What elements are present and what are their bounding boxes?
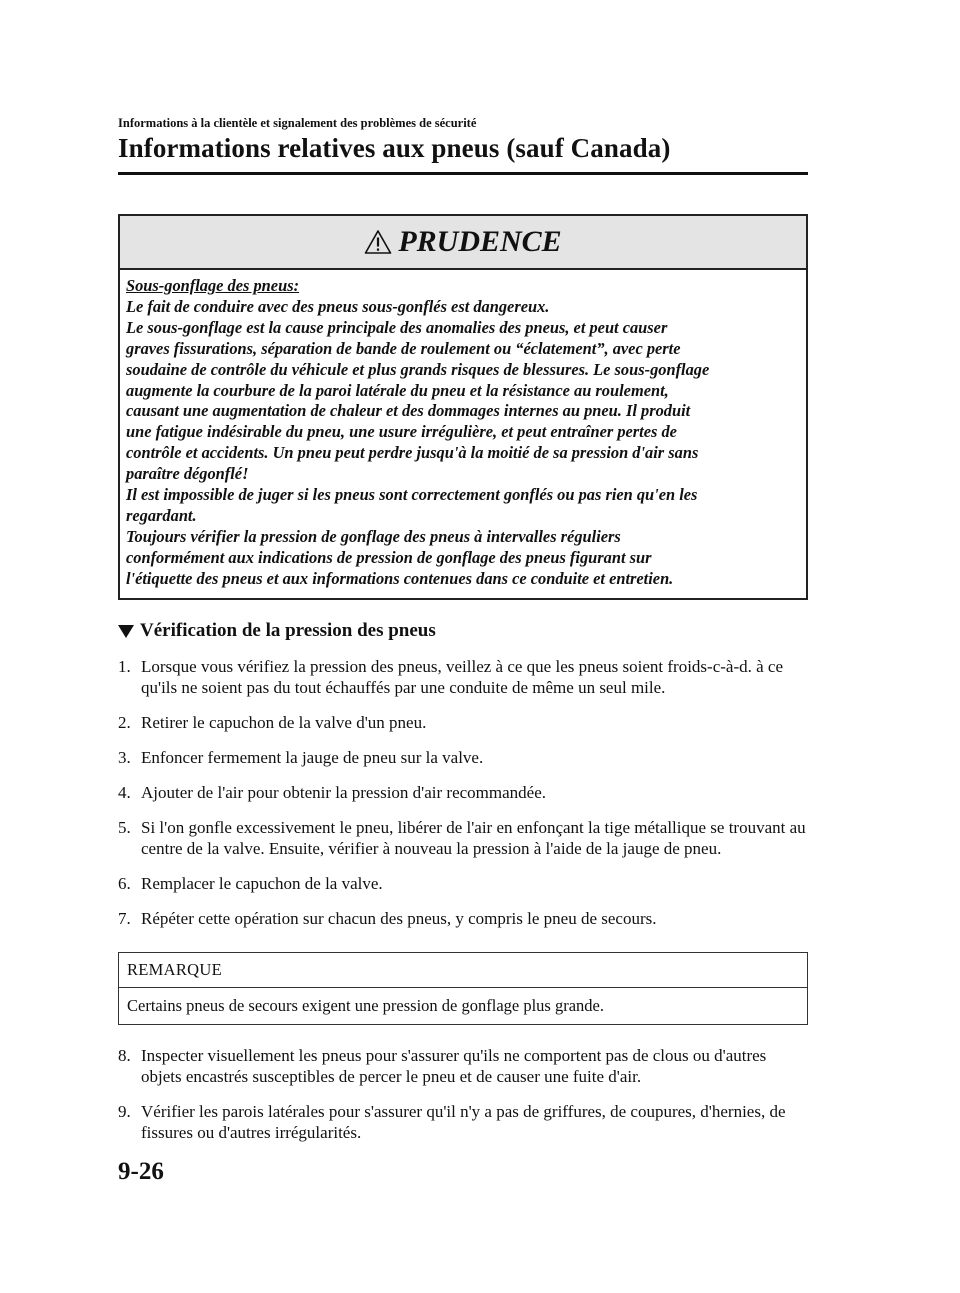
list-item — [118, 817, 808, 859]
list-item — [118, 712, 808, 733]
note-text: Certains pneus de secours exigent une pression de gonflage plus grande. — [127, 996, 604, 1015]
caution-text — [126, 297, 798, 590]
triangle-bullet-icon — [118, 625, 134, 638]
caution-title: PRUDENCE — [398, 225, 562, 258]
section-title: Vérification de la pression des pneus — [140, 620, 436, 641]
list-item — [118, 782, 808, 803]
title-divider — [118, 172, 808, 175]
steps-list-continued — [118, 1045, 808, 1157]
step-number: 9. — [118, 1102, 131, 1121]
step-number: 2. — [118, 713, 131, 732]
caution-box — [118, 214, 808, 600]
step-text: Ajouter de l'air pour obtenir la pression d'air recommandée. — [141, 783, 547, 802]
step-text: Vérifier les parois latérales pour s'assurer qu'il n'y a pas de griffures, de coupures, d'hernies, de fissures ou d'autres irrégularités. — [141, 1102, 786, 1142]
caution-line: l'étiquette des pneus et aux informations contenues dans ce conduite et entretien. — [126, 568, 674, 588]
caution-line: Le sous-gonflage est la cause principale des anomalies des pneus, et peut causer — [126, 317, 668, 337]
caution-line: graves fissurations, séparation de bande de roulement ou “éclatement”, avec perte — [126, 338, 681, 358]
caution-heading: Sous-gonflage des pneus: — [126, 276, 300, 295]
step-number: 1. — [118, 657, 131, 676]
caution-line: soudaine de contrôle du véhicule et plus grands risques de blessures. Le sous-gonflage — [126, 359, 710, 379]
caution-body — [120, 270, 806, 598]
step-number: 5. — [118, 818, 131, 837]
step-text: Remplacer le capuchon de la valve. — [141, 874, 383, 893]
step-text: Enfoncer fermement la jauge de pneu sur la valve. — [141, 748, 484, 767]
chapter-breadcrumb: Informations à la clientèle et signalement des problèmes de sécurité — [118, 116, 477, 130]
list-item — [118, 908, 808, 929]
caution-line: Le fait de conduire avec des pneus sous-gonflés est dangereux. — [126, 296, 550, 316]
step-text: Lorsque vous vérifiez la pression des pneus, veillez à ce que les pneus soient froids-c-à-d. à ce qu'ils ne soient pas du tout échauffés par une conduite de même un seul mile. — [141, 657, 783, 697]
caution-line: paraître dégonflé! — [126, 464, 249, 484]
caution-line: causant une augmentation de chaleur et des dommages internes au pneu. Il produit — [126, 401, 691, 421]
steps-list — [118, 656, 808, 943]
caution-line: Toujours vérifier la pression de gonflage des pneus à intervalles réguliers — [126, 526, 621, 546]
caution-line: augmente la courbure de la paroi latérale du pneu et la résistance au roulement, — [126, 380, 669, 400]
step-number: 3. — [118, 748, 131, 767]
step-number: 7. — [118, 909, 131, 928]
page-title: Informations relatives aux pneus (sauf Canada) — [118, 133, 671, 163]
caution-line: regardant. — [126, 505, 197, 525]
warning-triangle-icon — [364, 229, 392, 255]
caution-line: Il est impossible de juger si les pneus sont correctement gonflés ou pas rien qu'en les — [126, 485, 698, 505]
step-text: Retirer le capuchon de la valve d'un pneu. — [141, 713, 427, 732]
list-item — [118, 873, 808, 894]
note-box — [118, 952, 808, 1025]
step-text: Répéter cette opération sur chacun des pneus, y compris le pneu de secours. — [141, 909, 657, 928]
page-number: 9-26 — [118, 1158, 164, 1185]
list-item — [118, 1045, 808, 1087]
list-item — [118, 656, 808, 698]
step-text: Inspecter visuellement les pneus pour s'assurer qu'ils ne comportent pas de clous ou d'autres objets encastrés susceptibles de percer le pneu et de causer une fuite d'air. — [141, 1046, 767, 1086]
list-item — [118, 1101, 808, 1143]
caution-line: une fatigue indésirable du pneu, une usure irrégulière, et peut entraîner pertes de — [126, 422, 677, 442]
step-number: 8. — [118, 1046, 131, 1065]
list-item — [118, 747, 808, 768]
section-heading — [118, 620, 436, 642]
step-number: 6. — [118, 874, 131, 893]
caution-header — [120, 216, 806, 270]
note-label: REMARQUE — [119, 953, 807, 988]
step-number: 4. — [118, 783, 131, 802]
caution-line: contrôle et accidents. Un pneu peut perdre jusqu'à la moitié de sa pression d'air sans — [126, 443, 699, 463]
step-text: Si l'on gonfle excessivement le pneu, libérer de l'air en enfonçant la tige métallique se trouvant au centre de la valve. Ensuite, vérifier à nouveau la pression à l'aide de la jauge de pneu. — [141, 818, 806, 858]
caution-line: conformément aux indications de pression de gonflage des pneus figurant sur — [126, 547, 652, 567]
